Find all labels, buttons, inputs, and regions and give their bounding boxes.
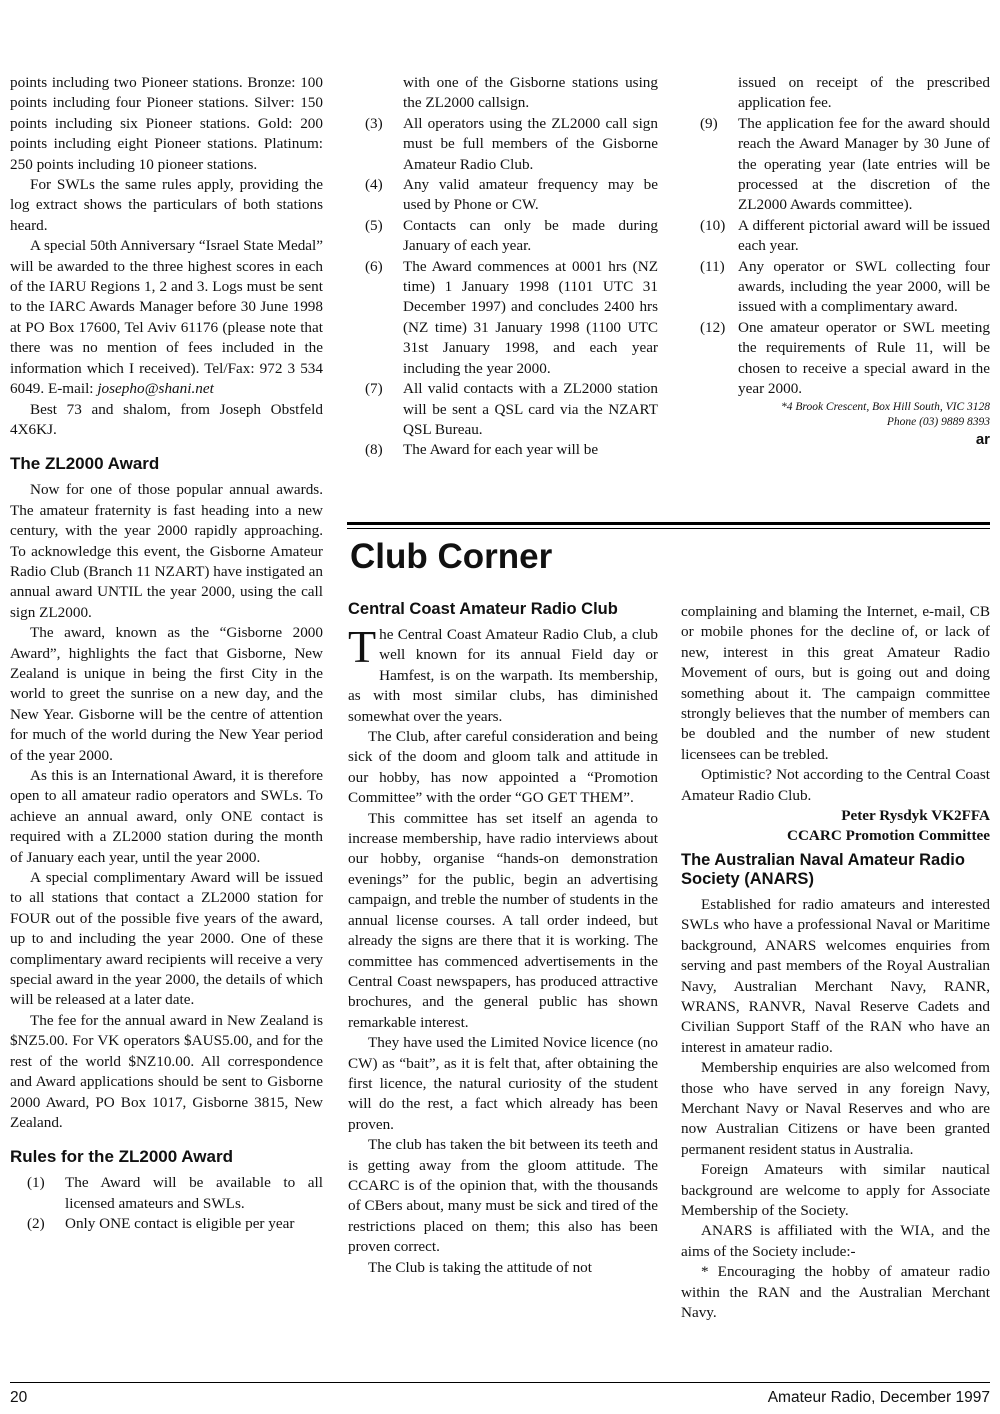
signature-name: Peter Rysdyk VK2FFA xyxy=(841,807,990,825)
column-3-rules xyxy=(700,73,990,450)
rule-item xyxy=(700,318,990,400)
section-rule xyxy=(347,528,990,529)
section-rule xyxy=(347,522,990,525)
paragraph: ANARS is affiliated with the WIA, and the aims of the Society include:- xyxy=(681,1222,990,1260)
paragraph: * Encouraging the hobby of amateur radio within the RAN and the Australian Merchant Navy. xyxy=(681,1263,990,1321)
column-2-rules xyxy=(348,73,658,461)
rule-text: One amateur operator or SWL meeting the requirements of Rule 11, will be chosen to receive a special award in the year 2000. xyxy=(738,318,990,398)
paragraph: Best 73 and shalom, from Joseph Obstfeld 4X6KJ. xyxy=(10,400,323,438)
paragraph-text: he Central Coast Amateur Radio Club, a club well known for its annual Field day or Hamfest, is on the warpath. Its membership, as with most similar clubs, has diminished somewhat over the years. xyxy=(348,626,658,725)
rule-item xyxy=(700,257,990,318)
rule-item xyxy=(365,114,658,175)
rule-item-continued xyxy=(365,73,658,114)
rule-text: with one of the Gisborne stations using the ZL2000 callsign. xyxy=(403,74,658,112)
email-address: josepho@shani.net xyxy=(97,380,214,398)
rule-item xyxy=(365,379,658,440)
rule-item-continued xyxy=(700,73,990,114)
paragraph: This committee has set itself an agenda to increase membership, have radio interviews about our hobby, organise “hands-on demonstration evenings” for the public, begin an advertising campaign, and treble the number of students in the annual license courses. A tall order indeed, but already the signs are there that it is working. The committee has commenced advertisements in the Central Coast newspapers, has produced attractive brochures, and the general public has shown remarkable interest. xyxy=(348,809,658,1031)
article-end-mark: ar xyxy=(975,430,990,448)
author-phone: Phone (03) 9889 8393 xyxy=(886,415,990,428)
rule-text: Any valid amateur frequency may be used by Phone or CW. xyxy=(403,176,658,214)
rule-text: All valid contacts with a ZL2000 station will be sent a QSL card via the NZART QSL Bureau. xyxy=(403,380,658,438)
page-number: 20 xyxy=(10,1389,28,1406)
rule-text: All operators using the ZL2000 call sign must be full members of the Gisborne Amateur Radio Club. xyxy=(403,114,658,173)
paragraph: They have used the Limited Novice licence (no CW) as “bait”, as it is felt that, after obtaining the first licence, the natural curiosity of the student will do the rest, a fact which already has been proven. xyxy=(348,1034,658,1133)
publication-name: Amateur Radio, December 1997 xyxy=(767,1389,990,1406)
paragraph: complaining and blaming the Internet, e-mail, CB or mobile phones for the decline of, or lack of new, interest in this great Amateur Radio Movement of ours, but is going out and doing something about it. The campaign committee strongly believes that the number of members can be doubled and the number of new student licensees can be trebled. xyxy=(681,603,990,763)
signature-title: CCARC Promotion Committee xyxy=(786,827,990,845)
rule-number: (12) xyxy=(700,318,726,336)
rule-number: (9) xyxy=(700,114,718,132)
paragraph: For SWLs the same rules apply, providing the log extract shows the particulars of both stations heard. xyxy=(10,176,323,234)
heading-rules: Rules for the ZL2000 Award xyxy=(10,1147,233,1167)
rule-item xyxy=(700,114,990,216)
paragraph: The Club, after careful consideration and being sick of the doom and gloom talk and attitude in our hobby, has now appointed a “Promotion Committee” with the order “GO GET THEM”. xyxy=(348,728,658,807)
paragraph: Foreign Amateurs with similar nautical background are welcome to apply for Associate Membership of the Society. xyxy=(681,1161,990,1219)
rule-item xyxy=(10,1173,323,1214)
rule-item xyxy=(365,257,658,379)
rule-number: (7) xyxy=(365,380,383,398)
paragraph xyxy=(348,621,658,727)
paragraph: The fee for the annual award in New Zealand is $NZ5.00. For VK operators $AUS5.00, and for the rest of the world $NZ10.00. All correspondence and Award applications should be sent to Gisborne 2000 Award, PO Box 1017, Gisborne 3815, New Zealand. xyxy=(10,1011,323,1131)
rule-number: (2) xyxy=(27,1215,45,1233)
column-1 xyxy=(10,73,323,1235)
rule-number: (4) xyxy=(365,176,383,194)
paragraph: A special complimentary Award will be issued to all stations that contact a ZL2000 station for FOUR out of the possible five years of the award, up to and including the year 2000. One of these complimentary award recipients will receive a very special award in the year 2000, the details of which will be released at a later date. xyxy=(10,869,323,1009)
heading-ccarc: Central Coast Amateur Radio Club xyxy=(348,600,618,618)
rules-list xyxy=(365,73,658,461)
rule-text: A different pictorial award will be issued each year. xyxy=(738,216,990,255)
section-title: Club Corner xyxy=(350,537,553,576)
rule-item xyxy=(10,1214,323,1234)
paragraph: As this is an International Award, it is therefore open to all amateur radio operators and SWLs. To achieve an annual award, only ONE contact is required with a ZL2000 station during the month of January each year, until the year 2000. xyxy=(10,767,323,866)
rule-text: issued on receipt of the prescribed application fee. xyxy=(738,74,990,112)
rule-item xyxy=(700,216,990,257)
rule-text: The application fee for the award should reach the Award Manager by 30 June of the operating year (late entries will be processed at the discretion of the ZL2000 Awards committee). xyxy=(738,114,990,214)
paragraph: The award, known as the “Gisborne 2000 Award”, highlights the fact that Gisborne, New Zealand is unique in being the first City in the world to greet the sunrise on a new day, and the New Year. Gisborne will be the centre of attention for much of the world during the New Year period of the year 2000. xyxy=(10,624,323,764)
rule-number: (5) xyxy=(365,216,383,234)
rule-number: (6) xyxy=(365,257,383,275)
rule-number: (8) xyxy=(365,441,383,459)
rule-number: (1) xyxy=(27,1174,45,1192)
author-address: *4 Brook Crescent, Box Hill South, VIC 3128 xyxy=(781,400,990,413)
rule-text: Contacts can only be made during January of each year. xyxy=(403,216,658,255)
paragraph: Membership enquiries are also welcomed from those who have served in any foreign Navy, Merchant Navy or Naval Reserves and who are now Australian Citizens or have been granted permanent resident status in Australia. xyxy=(681,1059,990,1158)
club-column-2 xyxy=(681,602,990,1323)
drop-cap: T xyxy=(348,621,377,672)
rule-text: The Award will be available to all licensed amateurs and SWLs. xyxy=(65,1174,323,1212)
rule-item xyxy=(365,216,658,257)
rules-list xyxy=(700,73,990,400)
heading-anars: The Australian Naval Amateur Radio Society (ANARS) xyxy=(681,850,965,888)
footer-rule xyxy=(10,1382,990,1383)
paragraph: The Club is taking the attitude of not xyxy=(368,1258,592,1276)
paragraph-text: A special 50th Anniversary “Israel State Medal” will be awarded to the three highest scores in each of the IARU Regions 1, 2 and 3. Logs must be sent to the IARC Awards Manager before 30 June 1998 at PO Box 17600, Tel Aviv 61176 (please note that there was no mention of fees included in the information which I received). Tel/Fax: 972 3 534 6049. E-mail: xyxy=(10,237,323,398)
rule-text: Only ONE contact is eligible per year xyxy=(65,1215,295,1233)
paragraph: Now for one of those popular annual awards. The amateur fraternity is fast heading into a new century, with the year 2000 rapidly approaching. To acknowledge this event, the Gisborne Amateur Radio Club (Branch 11 NZART) have instigated an annual award UNTIL the year 2000, using the call sign ZL2000. xyxy=(10,481,323,621)
rule-item xyxy=(365,175,658,216)
rules-list xyxy=(10,1173,323,1234)
rule-text: The Award commences at 0001 hrs (NZ time) 1 January 1998 (1101 UTC 31 December 1997) and concludes 2400 hrs (NZ time) 31 January 1998 (1100 UTC 31st January 1998, and each year including the year 2000. xyxy=(403,257,658,377)
heading-zl2000-award: The ZL2000 Award xyxy=(10,454,160,474)
rule-text: The Award for each year will be xyxy=(403,441,599,459)
rule-text: Any operator or SWL collecting four awards, including the year 2000, will be issued with a complimentary award. xyxy=(738,257,990,316)
rule-number: (10) xyxy=(700,216,726,234)
paragraph: Optimistic? Not according to the Central Coast Amateur Radio Club. xyxy=(681,766,990,804)
paragraph: Established for radio amateurs and interested SWLs who have a professional Naval or Maritime background, ANARS welcomes enquiries from serving and past members of the Royal Australian Navy, Australian Merchant Navy, RANR, WRANS, RANVR, Naval Reserve Cadets and Civilian Support Staff of the RAN who have an interest in amateur radio. xyxy=(681,895,990,1056)
paragraph xyxy=(10,236,323,399)
paragraph: The club has taken the bit between its teeth and is getting away from the gloom attitude. The CCARC is of the opinion that, with the thousands of CBers about, many must be sick and tired of the restrictions placed on them; this also has been proven correct. xyxy=(348,1136,658,1256)
paragraph: points including two Pioneer stations. Bronze: 100 points including four Pioneer stations. Silver: 150 points including six Pioneer stations. Gold: 200 points including eight Pioneer stations. Platinum: 250 points including 10 pioneer stations. xyxy=(10,74,323,173)
club-column-1 xyxy=(348,600,658,1278)
rule-number: (11) xyxy=(700,257,725,275)
rule-number: (3) xyxy=(365,114,383,132)
rule-item xyxy=(365,440,658,460)
